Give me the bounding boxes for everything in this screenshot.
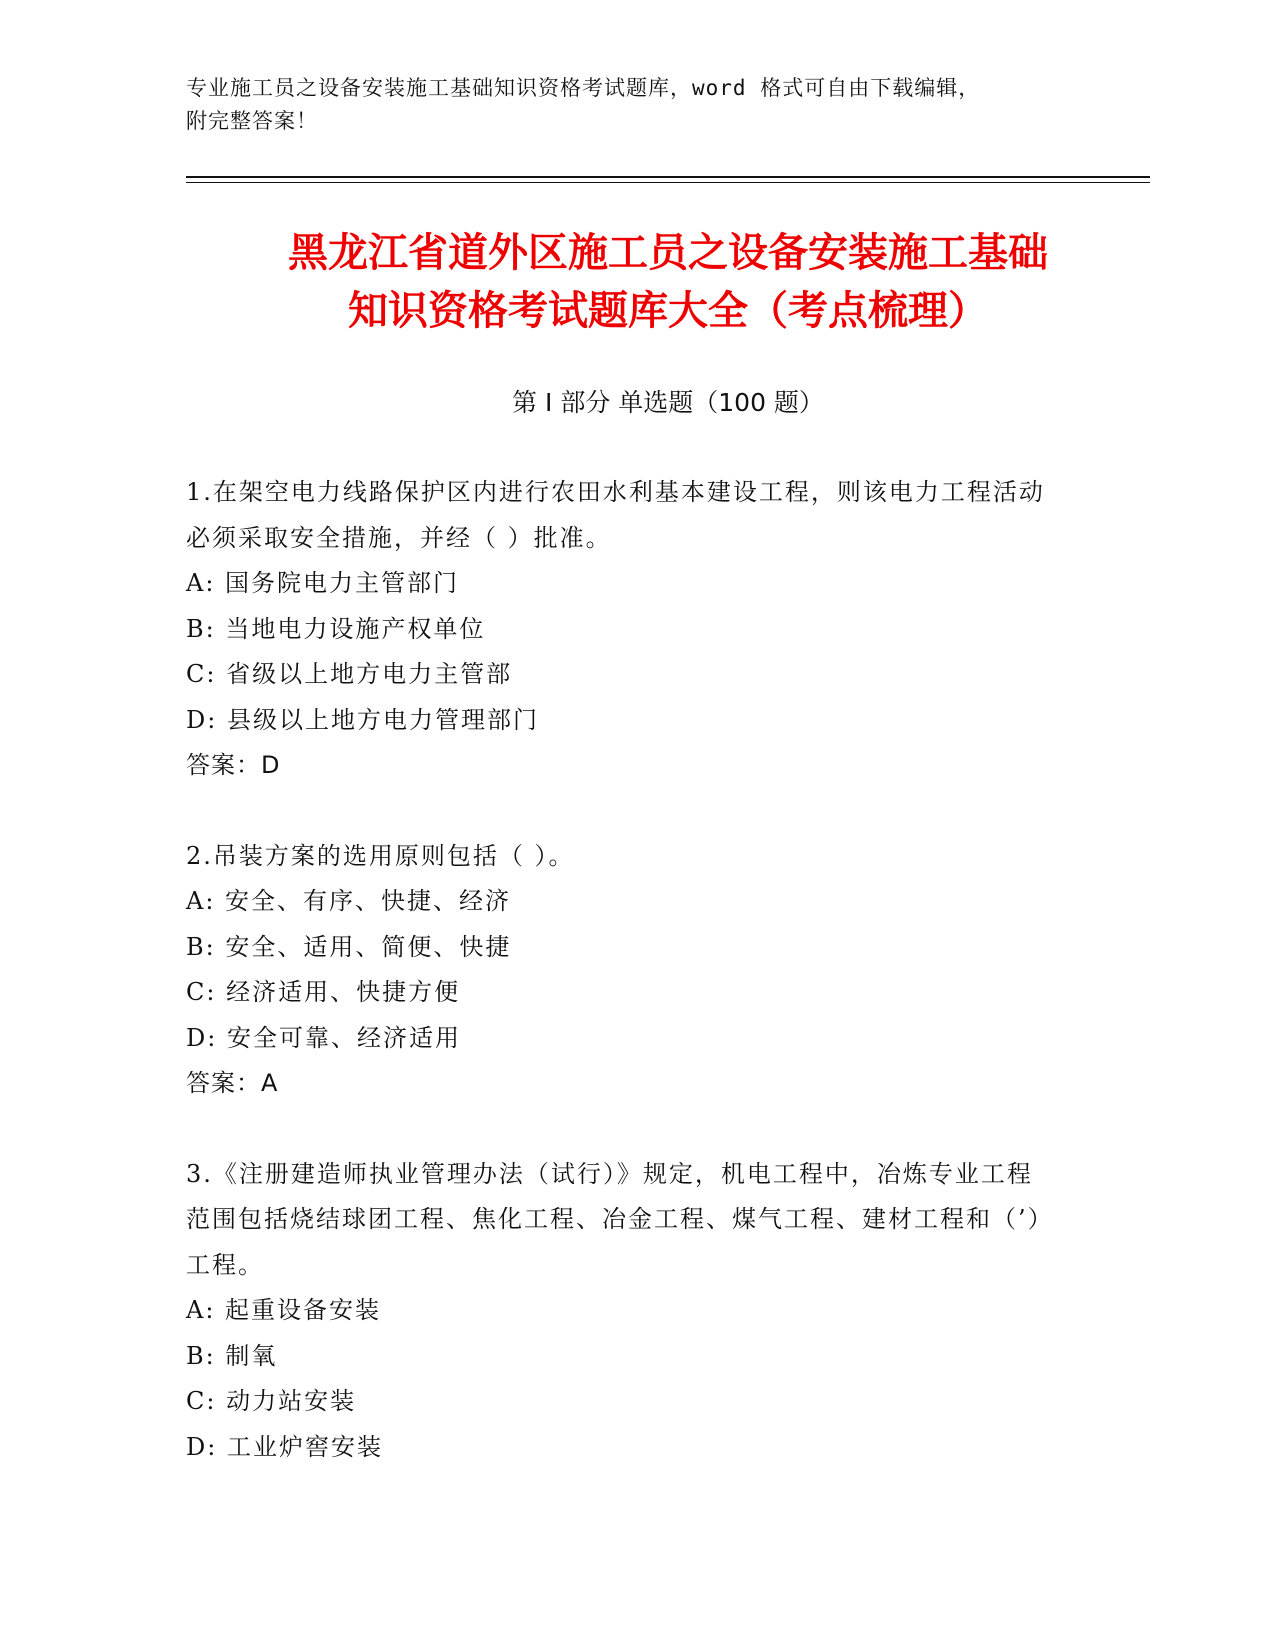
option-d: D: 工业炉窖安装 xyxy=(186,1432,383,1461)
option-c: C: 经济适用、快捷方便 xyxy=(186,978,461,1006)
title-line-2: 知识资格考试题库大全（考点梳理） xyxy=(348,288,988,334)
question-3 xyxy=(186,1152,1056,1471)
header-line-2: 附完整答案！ xyxy=(186,109,318,133)
question-list xyxy=(186,470,1056,1470)
option-b: B: 安全、适用、简便、快捷 xyxy=(186,932,512,961)
answer: 答案：D xyxy=(186,751,281,779)
header-divider-thick xyxy=(186,176,1150,178)
option-d: D: 安全可靠、经济适用 xyxy=(186,1023,461,1052)
option-a: A: 安全、有序、快捷、经济 xyxy=(186,887,512,915)
header-line-1: 专业施工员之设备安装施工基础知识资格考试题库，word 格式可自由下载编辑， xyxy=(186,76,981,100)
option-a: A: 国务院电力主管部门 xyxy=(186,569,460,597)
question-1 xyxy=(186,470,1056,789)
question-stem: 2.吊装方案的选用原则包括（ ）。 xyxy=(186,841,575,870)
section-heading: 第 I 部分 单选题（100 题） xyxy=(512,388,824,417)
option-b: B: 制氧 xyxy=(186,1341,278,1370)
question-spacer xyxy=(186,1107,1056,1152)
question-2 xyxy=(186,834,1056,1107)
document-title xyxy=(186,224,1150,340)
option-a: A: 起重设备安装 xyxy=(186,1296,382,1324)
question-stem: 1.在架空电力线路保护区内进行农田水利基本建设工程，则该电力工程活动必须采取安全措施，并经（ ）批准。 xyxy=(186,478,1045,552)
option-d: D: 县级以上地方电力管理部门 xyxy=(186,705,539,734)
answer: 答案：A xyxy=(186,1069,279,1097)
option-c: C: 动力站安装 xyxy=(186,1387,357,1415)
option-c: C: 省级以上地方电力主管部 xyxy=(186,660,513,688)
question-spacer xyxy=(186,789,1056,834)
document-header xyxy=(186,72,1066,138)
question-stem: 3.《注册建造师执业管理办法（试行）》规定，机电工程中，冶炼专业工程范围包括烧结球团工程、焦化工程、冶金工程、煤气工程、建材工程和（’）工程。 xyxy=(186,1159,1054,1279)
header-divider-thin xyxy=(186,182,1150,183)
option-b: B: 当地电力设施产权单位 xyxy=(186,614,486,643)
title-line-1: 黑龙江省道外区施工员之设备安装施工基础 xyxy=(288,230,1048,276)
